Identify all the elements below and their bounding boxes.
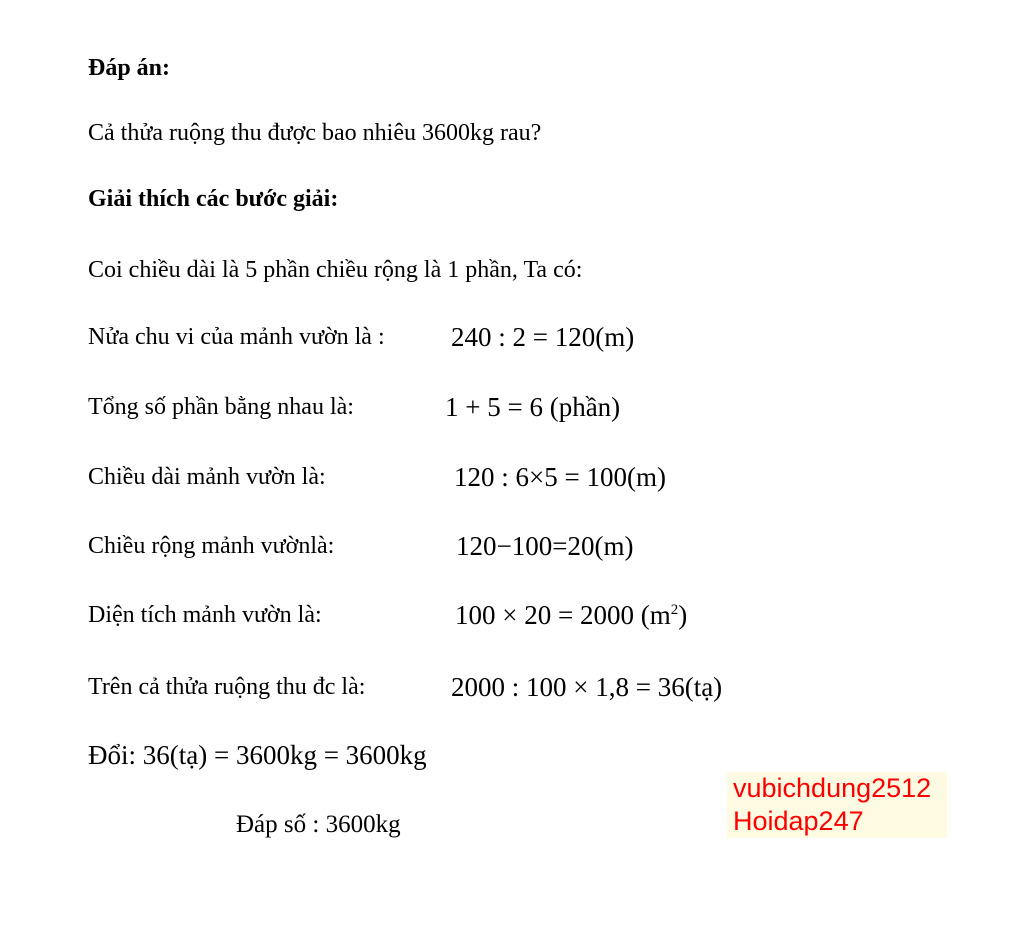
step-harvest bbox=[88, 672, 838, 702]
step-label: Chiều rộng mảnh vườnlà: bbox=[88, 533, 335, 559]
explanation-heading: Giải thích các bước giải: bbox=[88, 186, 339, 212]
explanation-intro: Coi chiều dài là 5 phần chiều rộng là 1 phần, Ta có: bbox=[88, 257, 583, 283]
step-label: Tổng số phần bằng nhau là: bbox=[88, 394, 354, 420]
answer-heading: Đáp án: bbox=[88, 55, 171, 81]
watermark-user: vubichdung2512 bbox=[733, 773, 932, 803]
step-value bbox=[455, 600, 687, 630]
step-label: Trên cả thửa ruộng thu đc là: bbox=[88, 674, 366, 700]
question-text: Cả thửa ruộng thu được bao nhiêu 3600kg rau? bbox=[88, 120, 542, 146]
step-total-parts bbox=[88, 392, 788, 422]
watermark-site: Hoidap247 bbox=[733, 806, 864, 836]
watermark bbox=[727, 772, 947, 838]
step-label: Diện tích mảnh vườn là: bbox=[88, 602, 322, 628]
area-close-paren: ) bbox=[678, 600, 688, 630]
area-expression: 100 × 20 = 2000 (m bbox=[455, 600, 671, 630]
square-exponent: 2 bbox=[670, 602, 679, 618]
step-value: 1 + 5 = 6 (phần) bbox=[445, 392, 621, 422]
step-area bbox=[88, 600, 788, 630]
step-value: 240 : 2 = 120(m) bbox=[451, 322, 635, 352]
step-value: 2000 : 100 × 1,8 = 36(tạ) bbox=[451, 672, 723, 702]
step-value: 120−100=20(m) bbox=[456, 531, 634, 561]
step-label: Chiều dài mảnh vườn là: bbox=[88, 464, 326, 490]
step-half-perimeter bbox=[88, 322, 788, 352]
step-label: Nửa chu vi của mảnh vườn là : bbox=[88, 324, 385, 350]
step-length bbox=[88, 462, 788, 492]
final-answer: Đáp số : 3600kg bbox=[236, 811, 401, 838]
step-width bbox=[88, 531, 788, 561]
step-value: 120 : 6×5 = 100(m) bbox=[454, 462, 666, 492]
unit-conversion: Đổi: 36(tạ) = 3600kg = 3600kg bbox=[88, 740, 427, 770]
